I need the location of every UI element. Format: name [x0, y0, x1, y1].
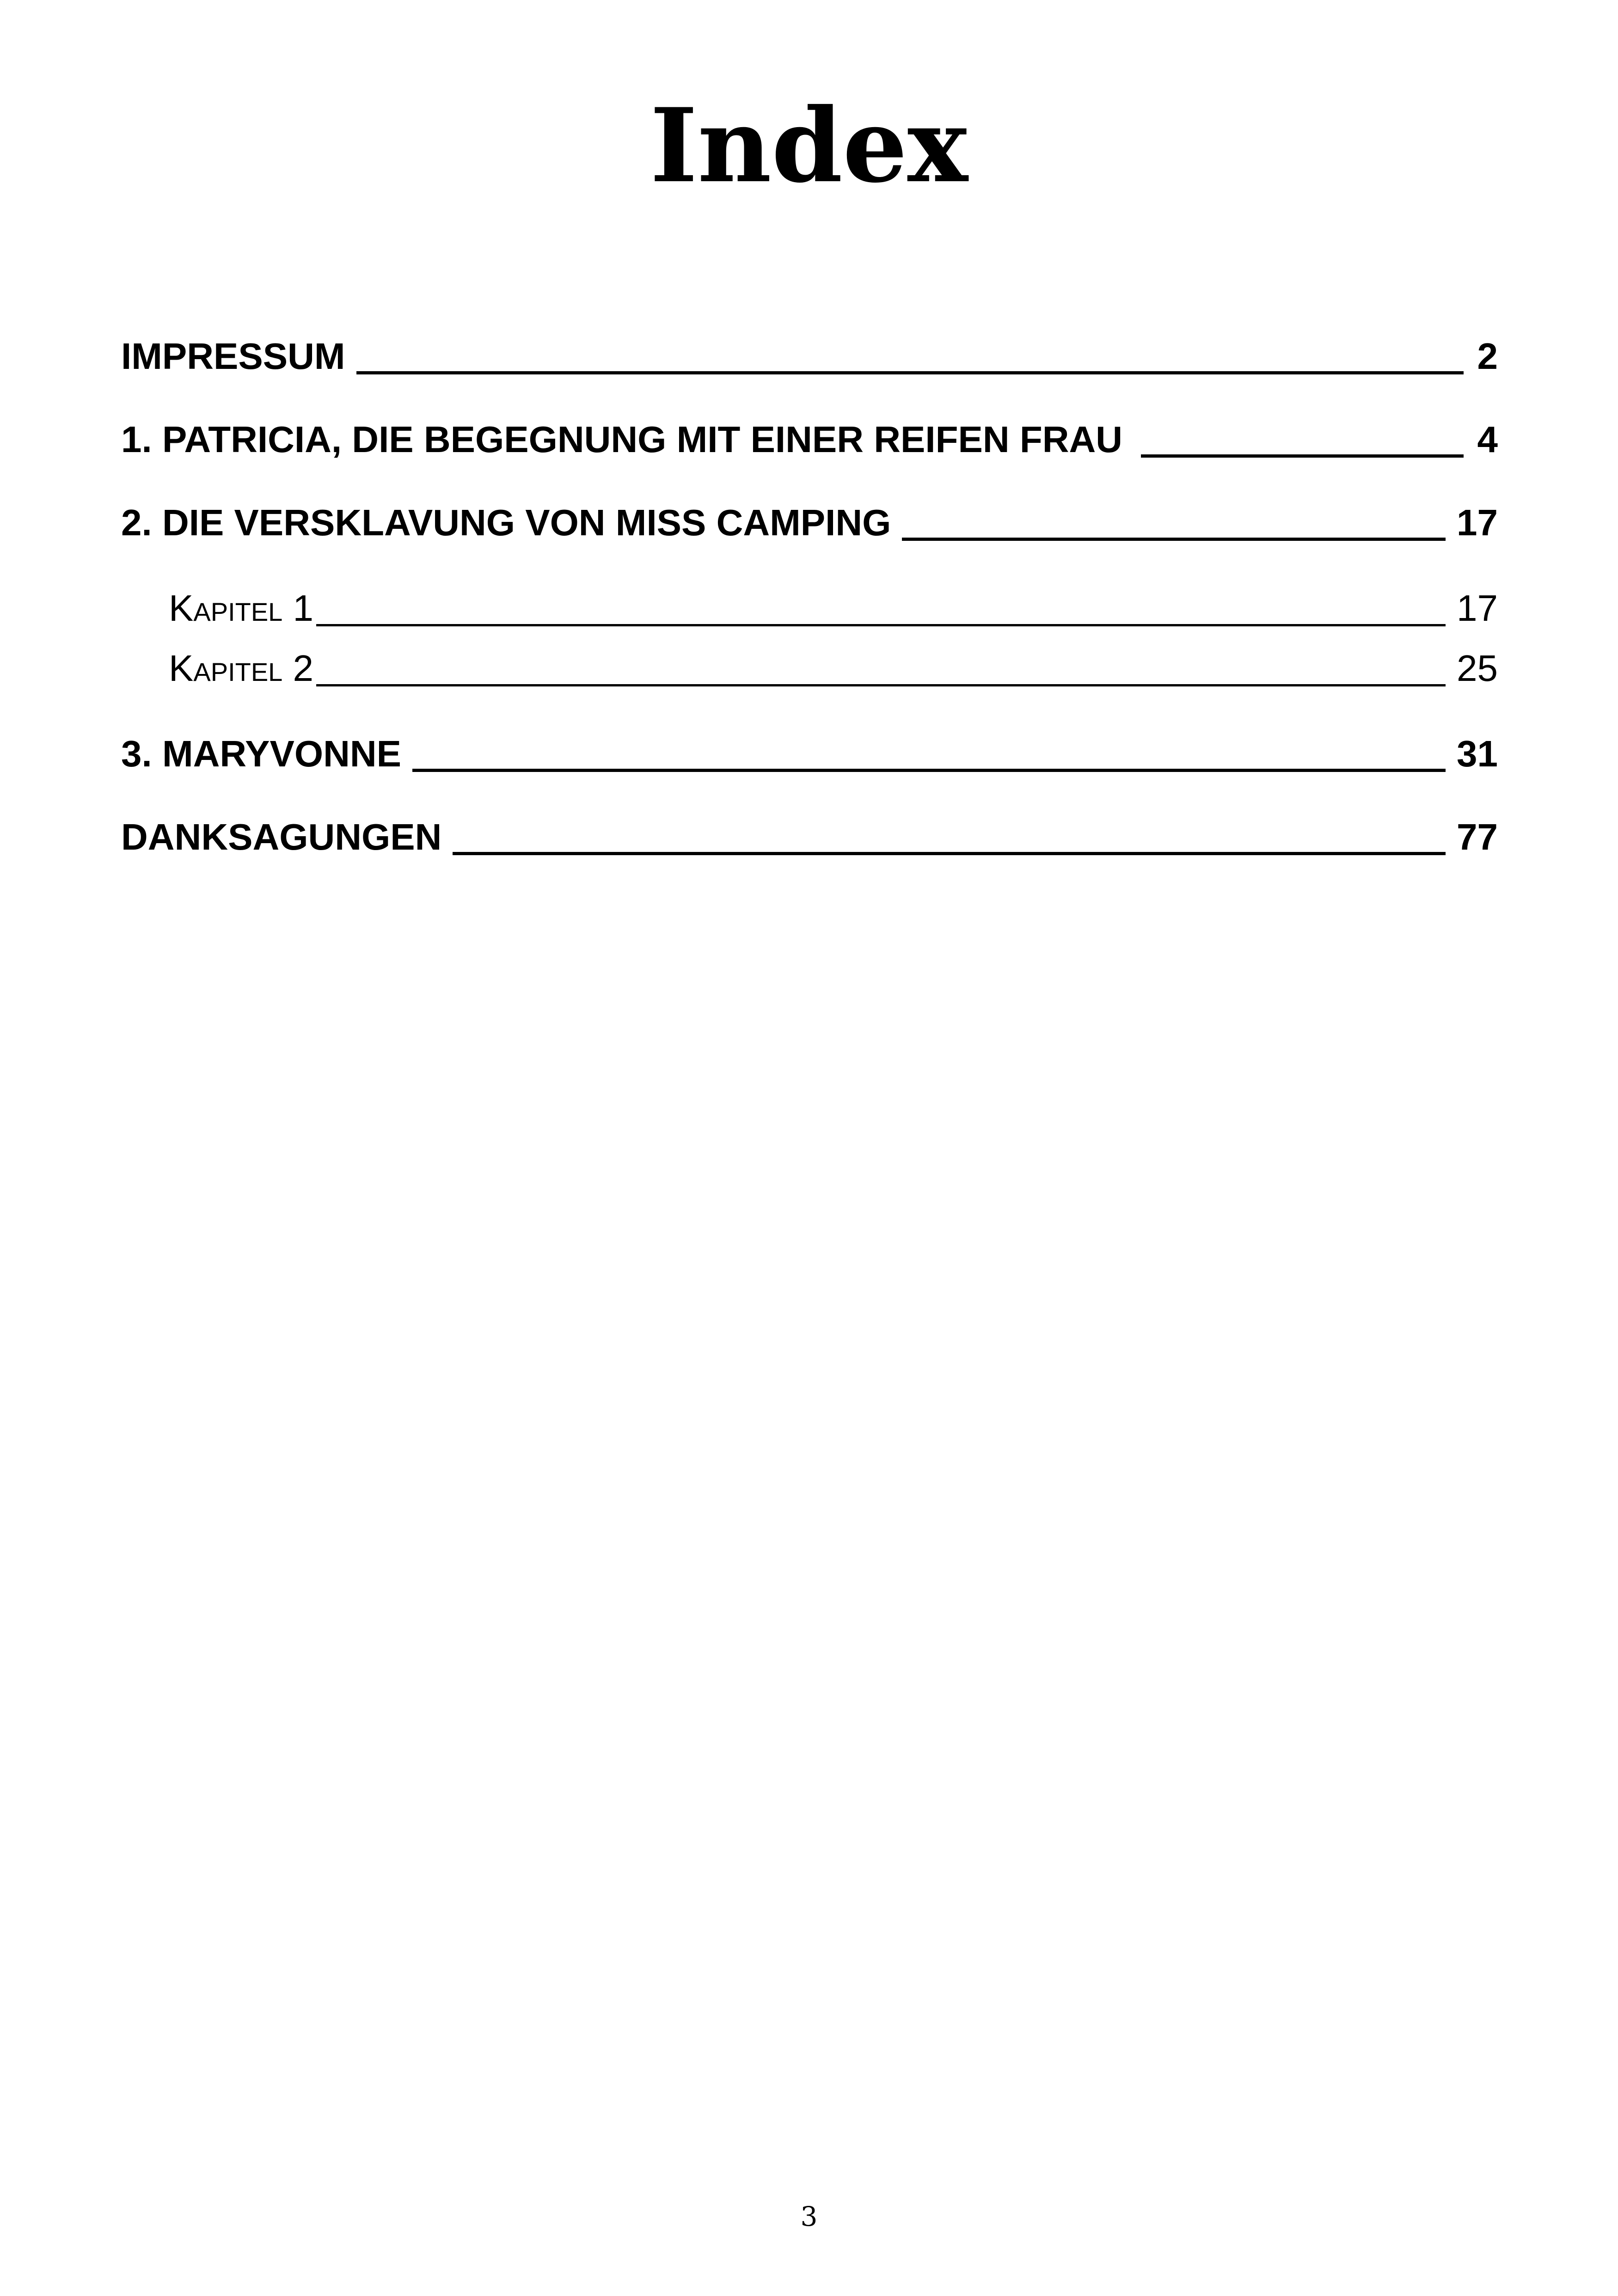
toc-entry-impressum[interactable]	[121, 335, 1498, 381]
toc-entry-danksagungen[interactable]	[121, 816, 1498, 862]
toc-entry-page: 31	[1457, 733, 1498, 774]
toc-entry-page: 4	[1477, 419, 1498, 460]
toc-subentry-kapitel-1[interactable]	[121, 587, 1498, 633]
toc-entry-page: 77	[1457, 816, 1498, 857]
leader-line	[316, 684, 1446, 686]
toc-entry-label: Kapitel 1	[169, 588, 314, 629]
leader-line	[316, 624, 1446, 626]
leader-line	[356, 371, 1464, 374]
toc-entry-patricia[interactable]	[121, 418, 1498, 465]
toc-entry-label: 1. PATRICIA, DIE BEGEGNUNG MIT EINER REIFEN FRAU	[121, 419, 1123, 460]
toc-entry-page: 17	[1457, 502, 1498, 543]
leader-line	[412, 769, 1446, 772]
page-title: Index	[650, 86, 968, 205]
toc-entry-page: 17	[1457, 588, 1498, 629]
leader-line	[902, 538, 1446, 541]
toc-entry-maryvonne[interactable]	[121, 733, 1498, 779]
leader-line	[453, 852, 1446, 855]
toc-entry-page: 25	[1457, 648, 1498, 689]
page-number: 3	[800, 2201, 818, 2232]
toc-entry-label: IMPRESSUM	[121, 336, 345, 377]
toc-entry-label: 2. DIE VERSKLAVUNG VON MISS CAMPING	[121, 502, 891, 543]
toc-subentry-kapitel-2[interactable]	[121, 647, 1498, 693]
leader-line	[1141, 454, 1464, 458]
toc-entry-label: DANKSAGUNGEN	[121, 816, 442, 857]
toc-entry-label: Kapitel 2	[169, 648, 314, 689]
toc-entry-miss-camping[interactable]	[121, 502, 1498, 548]
toc-entry-label: 3. MARYVONNE	[121, 733, 402, 774]
toc-entry-page: 2	[1477, 336, 1498, 377]
